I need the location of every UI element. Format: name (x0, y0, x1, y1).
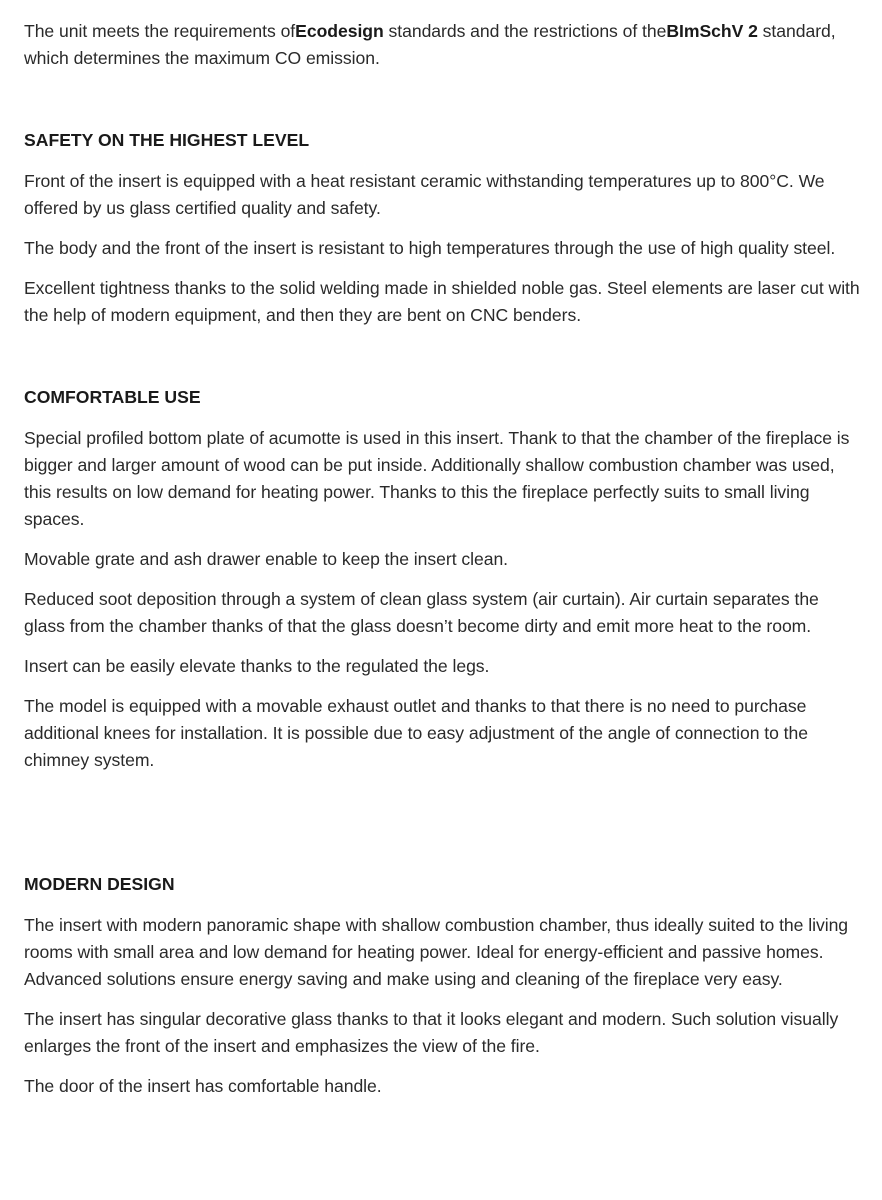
intro-text-2: standards and the restrictions of the (383, 21, 667, 41)
paragraph: Excellent tightness thanks to the solid welding made in shielded noble gas. Steel elements are laser cut with the help of modern equipment, and then they are bent on CNC benders. (24, 278, 860, 325)
section-comfortable-use (24, 384, 860, 774)
paragraph: The model is equipped with a movable exhaust outlet and thanks to that there is no need to purchase additional knees for installation. It is possible due to easy adjustment of the angle of connection to the chimney system. (24, 696, 808, 770)
paragraph: Movable grate and ash drawer enable to keep the insert clean. (24, 549, 509, 569)
paragraph: The insert has singular decorative glass thanks to that it looks elegant and modern. Such solution visually enlarges the front of the insert and emphasizes the view of the fire. (24, 1009, 839, 1056)
section-heading-safety: SAFETY ON THE HIGHEST LEVEL (24, 130, 310, 150)
paragraph: The insert with modern panoramic shape with shallow combustion chamber, thus ideally suited to the living rooms with small area and low demand for heating power. Ideal for energy-efficient and passive homes. Advanced solutions ensure energy saving and make using and cleaning of the fireplace very easy. (24, 915, 849, 989)
paragraph: Insert can be easily elevate thanks to the regulated the legs. (24, 656, 490, 676)
intro-paragraph (24, 18, 860, 72)
intro-text-1: The unit meets the requirements of (24, 21, 296, 41)
intro-text-3: standard, which determines the maximum CO emission. (24, 21, 836, 68)
paragraph: The door of the insert has comfortable handle. (24, 1076, 382, 1096)
section-heading-comfortable-use: COMFORTABLE USE (24, 387, 201, 407)
paragraph: Reduced soot deposition through a system of clean glass system (air curtain). Air curtain separates the glass from the chamber thanks of that the glass doesn’t become dirty and emit more heat to the room. (24, 589, 819, 636)
section-safety (24, 127, 860, 329)
paragraph: The body and the front of the insert is resistant to high temperatures through the use of high quality steel. (24, 238, 836, 258)
paragraph: Front of the insert is equipped with a heat resistant ceramic withstanding temperatures up to 800°C. We offered by us glass certified quality and safety. (24, 171, 825, 218)
ecodesign-term: Ecodesign (295, 21, 384, 41)
section-modern-design (24, 871, 860, 1100)
section-heading-modern-design: MODERN DESIGN (24, 874, 175, 894)
bimschv-term: BImSchV 2 (666, 21, 758, 41)
paragraph: Special profiled bottom plate of acumotte is used in this insert. Thank to that the chamber of the fireplace is bigger and larger amount of wood can be put inside. Additionally shallow combustion chamber was used, this results on low demand for heating power. Thanks to this the fireplace perfectly suits to small living spaces. (24, 428, 850, 529)
